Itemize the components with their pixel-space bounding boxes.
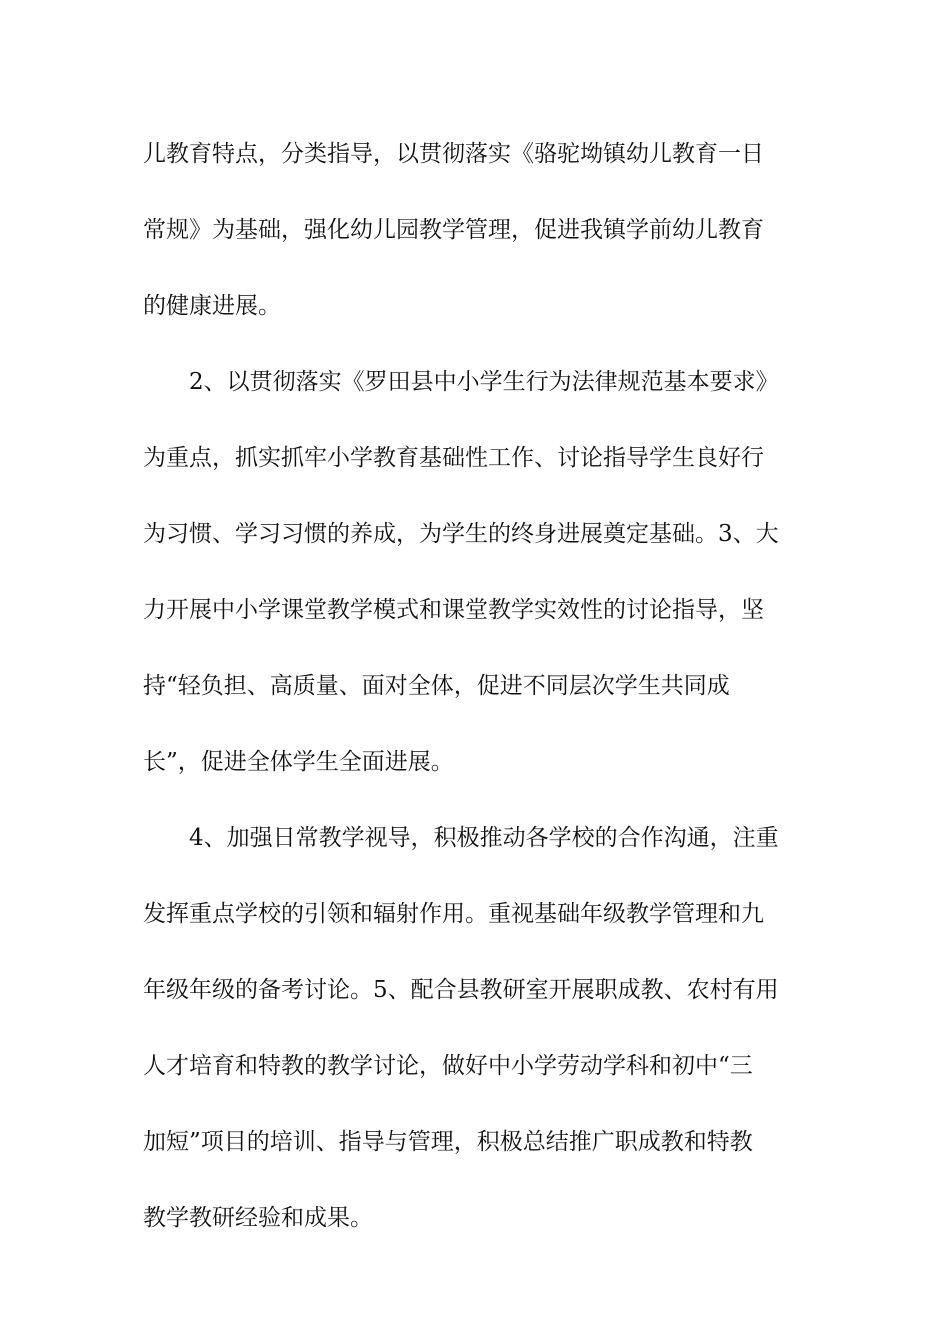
text-line-11: 发挥重点学校的引领和辐射作用。重视基础年级教学管理和九 [143,901,764,927]
text-line-1: 儿教育特点，分类指导，以贯彻落实《骆驼坳镇幼儿教育一日 [143,141,764,167]
text-line-10: 4、加强日常教学视导，积极推动各学校的合作沟通，注重 [143,825,779,851]
text-line-13: 人才培育和特教的教学讨论，做好中小学劳动学科和初中“三 [143,1053,753,1079]
text-line-8: 持“轻负担、高质量、面对全体，促进不同层次学生共同成 [143,673,730,699]
text-line-12: 年级年级的备考讨论。5、配合县教研室开展职成教、农村有用 [143,977,779,1003]
text-line-5: 为重点，抓实抓牢小学教育基础性工作、讨论指导学生良好行 [143,445,764,471]
text-line-15: 教学教研经验和成果。 [143,1205,373,1231]
text-line-14: 加短”项目的培训、指导与管理，积极总结推广职成教和特教 [143,1129,753,1155]
document-body [143,128,808,1268]
text-line-6: 为习惯、学习习惯的养成，为学生的终身进展奠定基础。3、大 [143,521,779,547]
text-line-9: 长”，促进全体学生全面进展。 [143,749,454,775]
text-line-3: 的健康进展。 [143,293,281,319]
text-line-2: 常规》为基础，强化幼儿园教学管理，促进我镇学前幼儿教育 [143,217,764,243]
text-line-4: 2、以贯彻落实《罗田县中小学生行为法律规范基本要求》 [143,369,779,395]
text-line-7: 力开展中小学课堂教学模式和课堂教学实效性的讨论指导，坚 [143,597,764,623]
